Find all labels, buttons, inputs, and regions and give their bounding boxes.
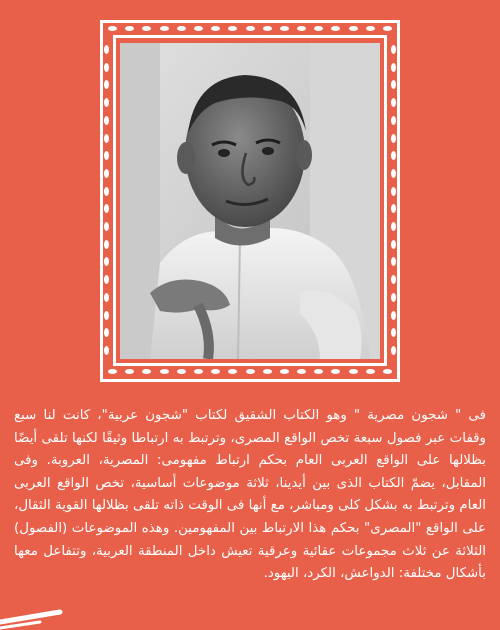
back-cover-description: [14, 405, 486, 586]
description-paragraph: فى " شجون مصرية " وهو الكتاب الشقيق لكتاب "شجون عربية"، كانت لنا سبع وقفات عبر فصول سبعة تخص الواقع المصرى، وترتبط به ارتباطا وثيقًا لكنها تلقى أيضًا بظلالها على الواقع العربى العام بحكم ارتباط مفهومى: المصرية، العروبة. وفى المقابل، يضمّ الكتاب الذى بين أيدينا، ثلاثة موضوعات أساسية، تخص الواقع العربى العام وترتبط به بشكل كلى ومباشر، مع أنها فى الوقت ذاته تلقى بظلالها القوية الثقال، على الواقع "المصرى" بحكم هذا الارتباط بين المفهومين. وهذه الموضوعات (الفصول) الثلاثة عن ثلاث مجموعات عقائية وعرقية تعيش داخل المنطقة العربية، وتتفاعل معها بأشكال مختلفة: الدواعش، الكرد، اليهود.: [14, 408, 486, 582]
author-portrait-photo: [120, 43, 380, 359]
corner-stroke-decoration: [0, 600, 80, 630]
